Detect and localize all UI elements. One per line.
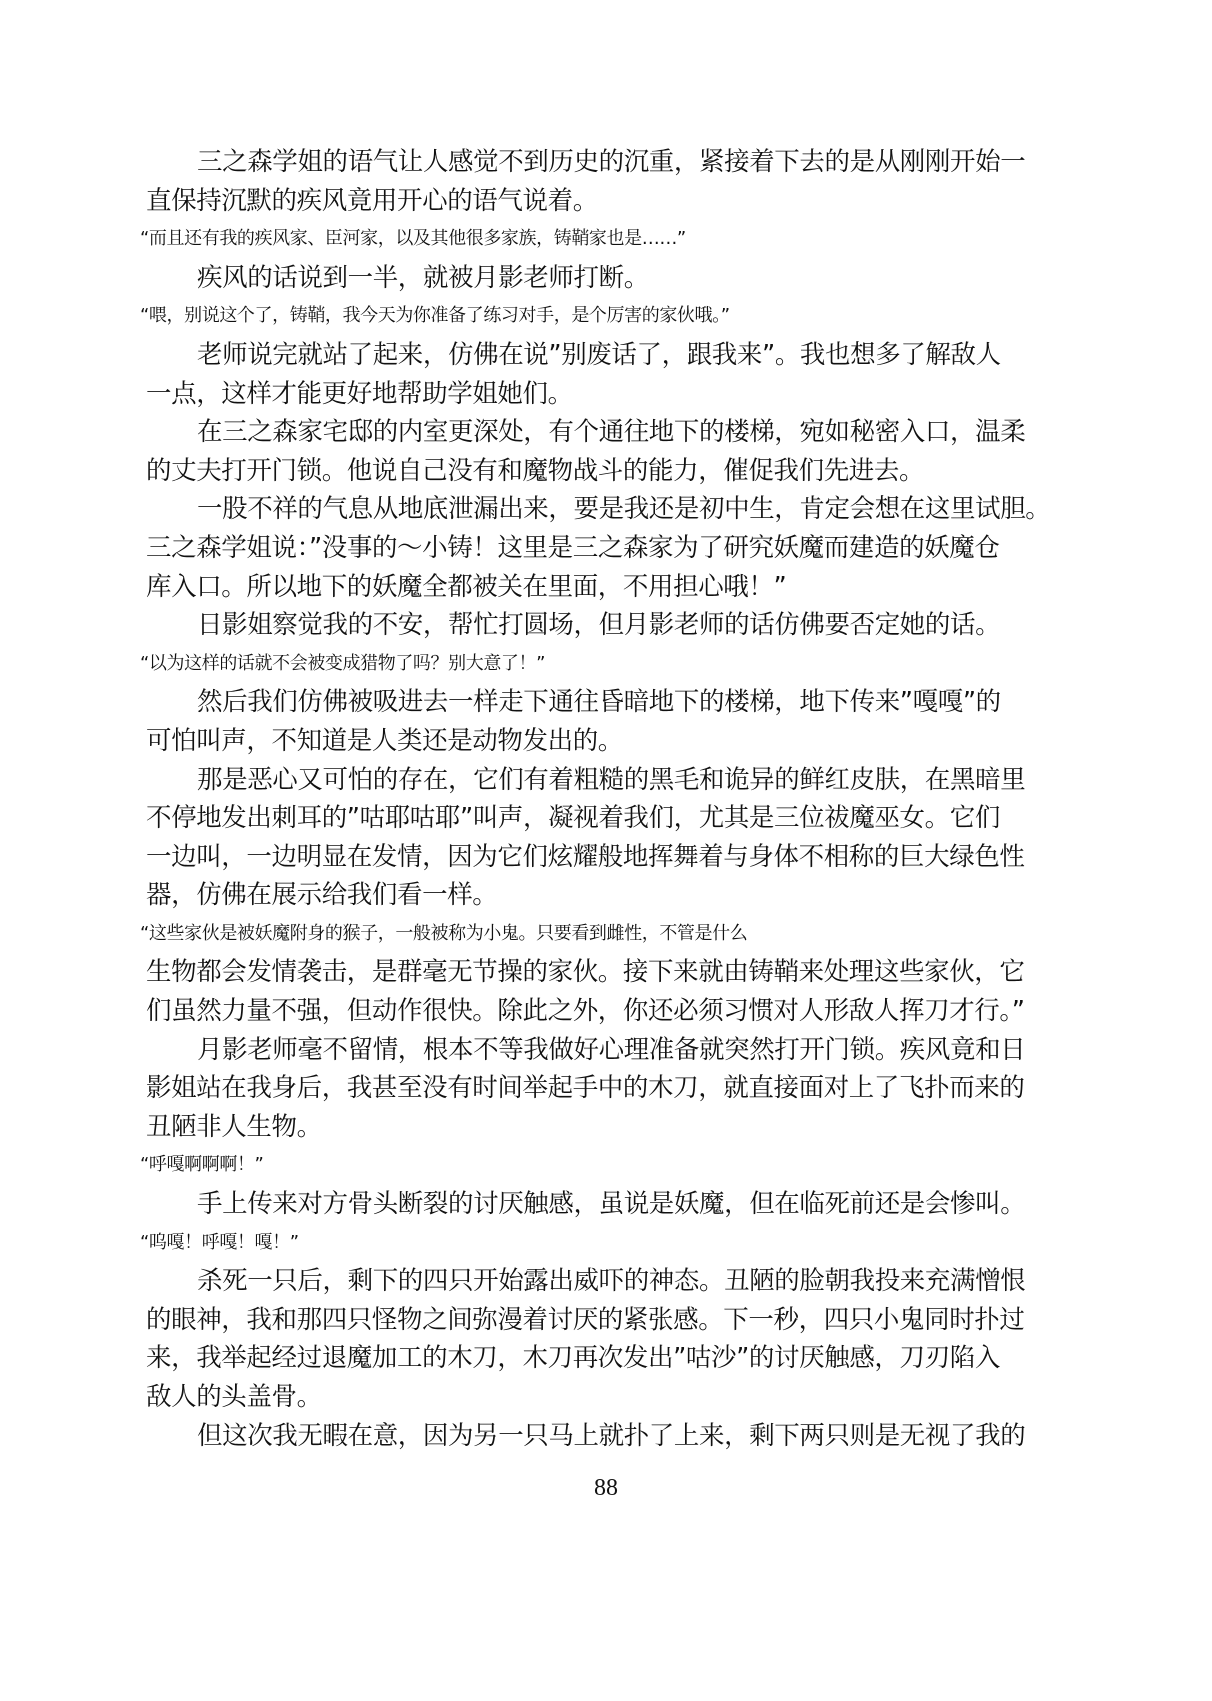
text-line: 一股不祥的气息从地底泄漏出来，要是我还是初中生，肯定会想在这里试胆。 — [197, 494, 1051, 525]
text-line: 老师说完就站了起来，仿佛在说”别废话了，跟我来”。我也想多了解敌人 — [197, 339, 1001, 370]
text-line: 日影姐察觉我的不安，帮忙打圆场，但月影老师的话仿佛要否定她的话。 — [197, 610, 1001, 641]
text-line: 三之森学姐的语气让人感觉不到历史的沉重，紧接着下去的是从刚刚开始一 — [197, 147, 1026, 177]
text-line: 敌人的头盖骨。 — [146, 1382, 322, 1412]
text-line: 月影老师毫不留情，根本不等我做好心理准备就突然打开门锁。疾风竟和日 — [197, 1034, 1026, 1065]
text-line: 直保持沉默的疾风竟用开心的语气说着。 — [146, 185, 598, 216]
text-line: 一点，这样才能更好地帮助学姐她们。 — [146, 378, 573, 409]
text-line: 生物都会发情袭击，是群毫无节操的家伙。接下来就由铸鞘来处理这些家伙，它 — [146, 957, 1025, 988]
text-line: 手上传来对方骨头断裂的讨厌触感，虽说是妖魔，但在临死前还是会惨叫。 — [197, 1189, 1026, 1220]
text-line: “呜嘎！呼嘎！嘎！” — [140, 1231, 299, 1253]
text-line: 那是恶心又可怕的存在，它们有着粗糙的黑毛和诡异的鲜红皮肤，在黑暗里 — [197, 764, 1026, 795]
text-line: 一边叫，一边明显在发情，因为它们炫耀般地挥舞着与身体不相称的巨大绿色性 — [146, 841, 1025, 872]
text-line: 库入口。所以地下的妖魔全都被关在里面，不用担心哦！” — [146, 571, 787, 602]
text-line: 的眼神，我和那四只怪物之间弥漫着讨厌的紧张感。下一秒，四只小鬼同时扑过 — [146, 1304, 1025, 1335]
text-line: 不停地发出刺耳的”咕耶咕耶”叫声，凝视着我们，尤其是三位祓魔巫女。它们 — [146, 803, 1000, 834]
text-line: 丑陋非人生物。 — [146, 1111, 322, 1142]
text-line: “喂，别说这个了，铸鞘，我今天为你准备了练习对手，是个厉害的家伙哦。” — [140, 305, 730, 327]
text-line: 影姐站在我身后，我甚至没有时间举起手中的木刀，就直接面对上了飞扑而来的 — [146, 1073, 1025, 1104]
body-text — [140, 143, 1086, 1455]
text-line: 杀死一只后，剩下的四只开始露出威吓的神态。丑陋的脸朝我投来充满憎恨 — [197, 1266, 1026, 1297]
page-number: 88 — [594, 1475, 618, 1501]
text-line: 三之森学姐说：”没事的～小铸！这里是三之森家为了研究妖魔而建造的妖魔仓 — [146, 532, 1000, 563]
text-line: 可怕叫声，不知道是人类还是动物发出的。 — [146, 725, 623, 756]
text-line: “这些家伙是被妖魔附身的猴子，一般被称为小鬼。只要看到雌性，不管是什么 — [140, 922, 748, 944]
text-line: “呼嘎啊啊啊！” — [140, 1154, 264, 1176]
text-line: 疾风的话说到一半，就被月影老师打断。 — [197, 262, 649, 293]
text-line: 在三之森家宅邸的内室更深处，有个通往地下的楼梯，宛如秘密入口，温柔 — [197, 417, 1026, 448]
text-line: “而且还有我的疾风家、臣河家，以及其他很多家族，铸鞘家也是……” — [140, 228, 686, 250]
text-line: “以为这样的话就不会被变成猎物了吗？别大意了！” — [140, 652, 546, 674]
text-line: 但这次我无暇在意，因为另一只马上就扑了上来，剩下两只则是无视了我的 — [197, 1420, 1026, 1451]
text-line: 的丈夫打开门锁。他说自己没有和魔物战斗的能力，催促我们先进去。 — [146, 455, 925, 486]
text-line: 来，我举起经过退魔加工的木刀，木刀再次发出”咕沙”的讨厌触感，刀刃陷入 — [146, 1343, 1000, 1374]
text-line: 们虽然力量不强，但动作很快。除此之外，你还必须习惯对人形敌人挥刀才行。” — [146, 996, 1025, 1027]
text-line: 然后我们仿佛被吸进去一样走下通往昏暗地下的楼梯，地下传来”嘎嘎”的 — [197, 687, 1001, 718]
text-line: 器，仿佛在展示给我们看一样。 — [146, 880, 498, 911]
